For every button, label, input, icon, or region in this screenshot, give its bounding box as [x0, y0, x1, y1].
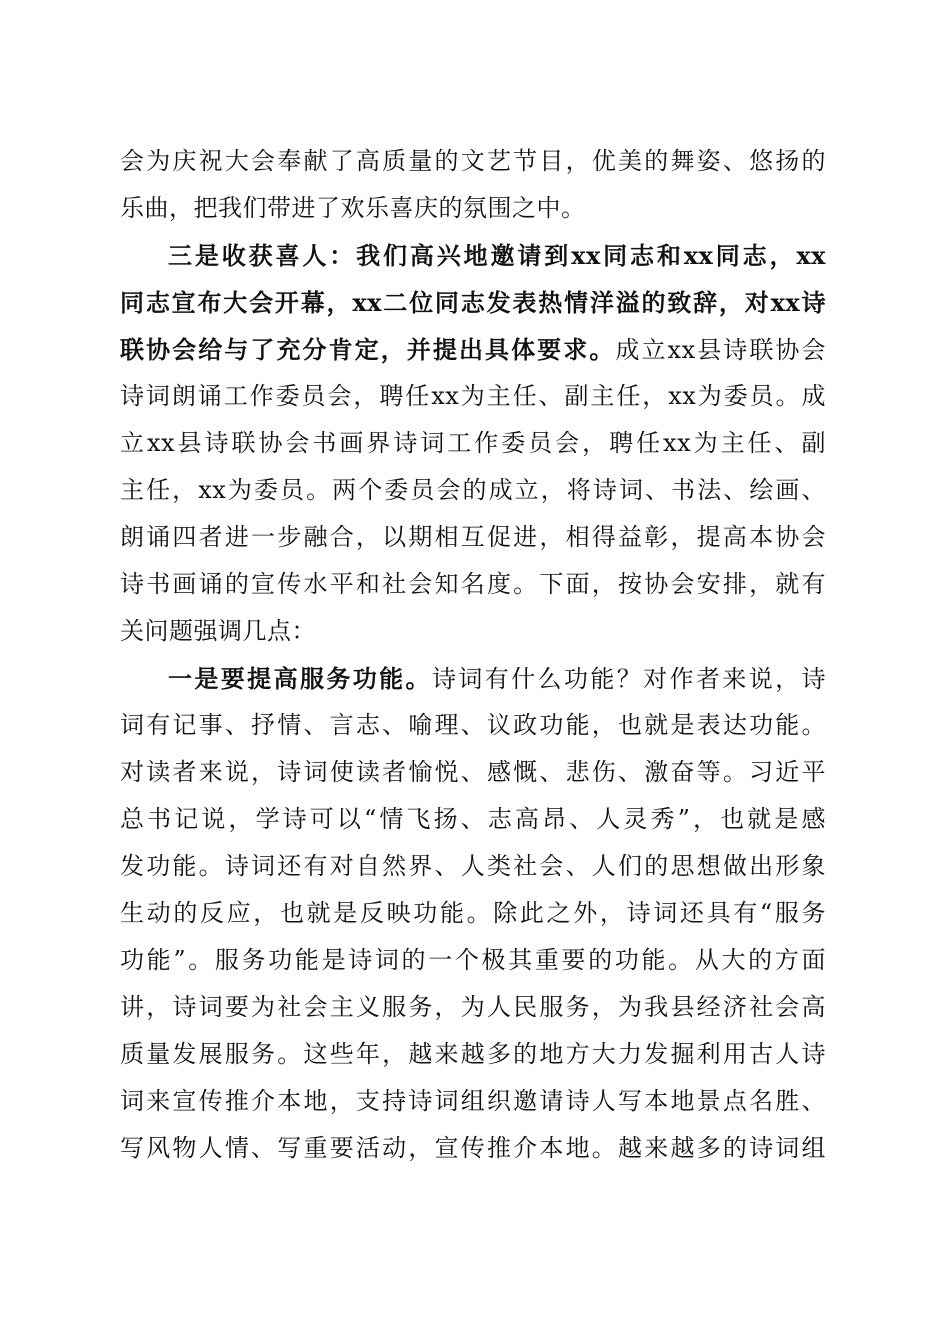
text-line	[120, 655, 826, 702]
bold-text: 联协会给与了充分肯定，并提出具体要求。	[120, 335, 616, 364]
body-text: 立xx县诗联协会书画界诗词工作委员会，聘任xx为主任、副	[120, 429, 826, 457]
body-text: 总书记说，学诗可以“情飞扬、志高昂、人灵秀”，也就是感	[120, 805, 826, 833]
body-text: 成立xx县诗联协会	[615, 336, 826, 364]
body-text: 关问题强调几点：	[120, 617, 316, 645]
text-line	[120, 420, 826, 467]
text-line	[120, 232, 826, 279]
bold-text: 三是收获喜人：我们高兴地邀请到xx同志和xx同志，xx	[168, 241, 826, 270]
body-text: 对读者来说，诗词使读者愉悦、感慨、悲伤、激奋等。习近平	[120, 758, 826, 786]
body-text: 写风物人情、写重要活动，宣传推介本地。越来越多的诗词组	[120, 1134, 826, 1162]
text-line	[120, 561, 826, 608]
body-text: 朗诵四者进一步融合，以期相互促进，相得益彰，提高本协会	[120, 523, 826, 551]
text-line	[120, 984, 826, 1031]
body-text: 生动的反应，也就是反映功能。除此之外，诗词还具有“服务	[120, 899, 826, 927]
body-text: 乐曲，把我们带进了欢乐喜庆的氛围之中。	[120, 194, 586, 222]
text-line	[120, 1125, 826, 1172]
text-line	[120, 702, 826, 749]
text-line	[120, 1031, 826, 1078]
text-line	[120, 796, 826, 843]
text-line	[120, 749, 826, 796]
body-text: 诗书画诵的宣传水平和社会知名度。下面，按协会安排，就有	[120, 570, 826, 598]
body-text: 词来宣传推介本地，支持诗词组织邀请诗人写本地景点名胜、	[120, 1087, 826, 1115]
document-body	[120, 138, 826, 1172]
body-text: 会为庆祝大会奉献了高质量的文艺节目，优美的舞姿、悠扬的	[120, 147, 826, 175]
body-text: 主任，xx为委员。两个委员会的成立，将诗词、书法、绘画、	[120, 476, 826, 504]
text-line	[120, 843, 826, 890]
bold-text: 同志宣布大会开幕，xx二位同志发表热情洋溢的致辞，对xx诗	[120, 288, 826, 317]
text-line	[120, 890, 826, 937]
text-line	[120, 514, 826, 561]
body-text: 发功能。诗词还有对自然界、人类社会、人们的思想做出形象	[120, 852, 826, 880]
bold-text: 一是要提高服务功能。	[168, 664, 432, 693]
text-line	[120, 279, 826, 326]
text-line	[120, 608, 826, 655]
text-line	[120, 1078, 826, 1125]
body-text: 讲，诗词要为社会主义服务，为人民服务，为我县经济社会高	[120, 993, 826, 1021]
body-text: 功能”。服务功能是诗词的一个极其重要的功能。从大的方面	[120, 946, 826, 974]
body-text: 词有记事、抒情、言志、喻理、议政功能，也就是表达功能。	[120, 711, 826, 739]
body-text: 诗词有什么功能？对作者来说，诗	[431, 665, 827, 693]
text-line	[120, 326, 826, 373]
text-line	[120, 467, 826, 514]
text-line	[120, 138, 826, 185]
body-text: 诗词朗诵工作委员会，聘任xx为主任、副主任，xx为委员。成	[120, 382, 826, 410]
body-text: 质量发展服务。这些年，越来越多的地方大力发掘利用古人诗	[120, 1040, 826, 1068]
text-line	[120, 937, 826, 984]
text-line	[120, 373, 826, 420]
text-line	[120, 185, 826, 232]
